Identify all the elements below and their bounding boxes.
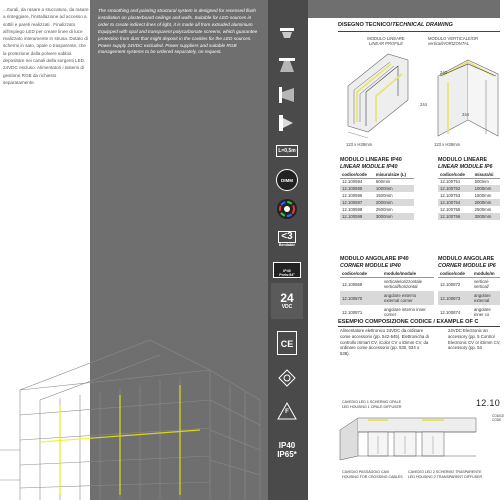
table-cell: 12.100874 [440,309,461,315]
table-cell: angolare external [472,291,500,305]
linear-module-title [340,157,402,170]
dimm-label: DIMM [281,177,293,183]
corner-module-title [340,256,409,269]
length-module-icon [271,138,303,164]
table-cell: verticale/orizzontale vertical/horizontal [384,279,422,290]
vertical-profile-caption [428,36,500,46]
table-cell: 12.100598 [342,207,363,212]
linear-module-ip65-table [438,171,500,220]
architectural-sketch-image [0,330,270,500]
section-label-top-en: LED HOUSING 1 OPALE DIFFUSER [342,405,402,409]
code-label-en: CODE [492,418,502,422]
italian-description: ...rturali, da rasare a stuccatura, da rasare a rinteggiare, l'installazione ad accesso a sottili e pareti realizzati . Finalizzato all'impiego LED per creare linee di luce realizzato interamente in strusa. Dotato di schermi in sato, opale o trasparente, che la protezione dalla polvere sabbia depositare nei canali della sorgenti LED. 24VDC escluso. Alimentatori i sistemi di gestione RGB da richiesto separatamente. [3,7,89,85]
bendable-icon [271,226,303,252]
recessed-ceiling-icon [271,22,303,48]
linear-module-ip65-title [438,157,493,170]
wall-light-icon [271,82,303,108]
bendable-value: <3 [278,231,295,243]
ce-label: CE [280,339,294,349]
linear2-title-en: LINEAR MODULE IP6 [438,163,493,170]
linear-profile-drawing [338,46,428,141]
safety-mark-icon [271,365,303,391]
f-mark-label: F [285,409,289,415]
table-cell: 12.100754 [438,199,473,206]
corner2-title-it: MODULO ANGOLARE [438,256,495,262]
dimension-243: 243 [440,70,447,75]
section-label-led2-it: CAVEDIO LED 2 SCHERMO TRASPARENTE [408,470,482,474]
ip40-label: IP40 [278,441,296,450]
vertical-dimension: 123 x H38mm [434,142,461,147]
vertical-profile-drawing [428,46,500,141]
column-header-code: codice/code [438,171,473,178]
bendable-label: Bendable [278,243,296,247]
linear-title-it: MODULO LINEARE IP40 [340,157,402,163]
column-header-module: modulo/module [382,270,434,277]
table-cell: 500mm [474,179,489,185]
corner-title-it: MODULO ANGOLARE IP40 [340,256,409,262]
section-label-cables-it: CAVEDIO PASSAGGIO CAVI [342,470,390,474]
corner-module-ip65-title [438,256,496,269]
table-cell: 12.100599 [340,213,374,220]
table-cell: 2000mm [374,199,414,206]
code-label-it: CODICE [492,414,504,418]
f-mark-icon [271,398,303,424]
corner-module-table [340,270,434,319]
vertical-caption-line1: MODULO VERTICALE/OR [428,36,479,41]
table-cell: 12.100594 [342,179,363,185]
ip65-label: IP65* [277,450,297,459]
linear-caption-line1: MODULO LINEARE [367,36,405,41]
table-cell: 2500mm [375,207,393,212]
voltage-unit: VDC [281,304,293,310]
table-cell: angolare inner co [474,307,491,317]
technical-title-it: DISEGNO TECNICO/ [338,22,393,28]
table-cell: 12.100871 [342,309,363,315]
technical-title-en: TECHNICAL DRAWING [392,22,453,28]
table-cell: 12.100596 [342,193,363,198]
table-cell: 12.100751 [440,179,461,185]
table-cell: 1500mm [474,193,492,198]
table-cell: 12.100755 [440,207,461,212]
table-cell: 12.100597 [340,199,374,206]
header-band [308,0,500,18]
table-cell: 12.100595 [340,185,374,192]
table-cell: 1000mm [473,185,500,192]
column-header-size: misura/si [473,171,500,178]
table-cell: 12.100756 [438,213,473,220]
feature-icon-strip [268,0,308,500]
table-cell: 3000mm [473,213,500,220]
protection-rating-icon [271,257,303,283]
section-label-top-it: CAVEDIO LED 1 SCHERMO OPALE [342,400,401,404]
table-cell: 12.100870 [340,291,382,305]
ip-badge-label: IP40 Preis:54° [279,269,295,277]
technical-drawing-title [338,22,453,28]
technical-panel [308,0,504,500]
table-cell: vertical- vertical/ [474,279,490,290]
linear-title-en: LINEAR MODULE IP40 [340,163,398,170]
vertical-caption-line2: vertical/HORIZONTAL [428,41,470,46]
table-cell: angolare esterno external corner [382,291,434,305]
column-header-code: codice/code [340,270,382,277]
linear-module-table [340,171,414,220]
section-profile-drawing [338,410,478,468]
corner-module-ip65-table [438,270,500,319]
corner-title-en: CORNER MODULE IP40 [340,262,401,269]
linear-caption-line2: LINEAR PROFILE [368,41,404,46]
ce-mark-icon [271,330,303,356]
table-cell: 12.100873 [438,291,472,305]
column-header-code: codice/code [340,171,374,178]
table-cell: 1500mm [375,193,393,198]
indirect-light-icon [271,110,303,136]
table-cell: 1000mm [374,185,414,192]
length-label: L=0,5m [276,145,297,157]
section-label-led2-en: LED HOUSING 2 TRANSPARENT DIFFUSER [408,475,483,479]
example-code: 12.10 [476,398,501,408]
24vdc-icon [271,283,303,319]
table-cell: 12.100872 [440,281,461,287]
corner2-title-en: CORNER MODULE IP6 [438,262,496,269]
table-cell: angolare interno inner corner [384,307,426,317]
composition-title: ESEMPIO COMPOSIZIONE CODICE / EXAMPLE OF C [338,319,479,325]
table-cell: 12.100869 [342,281,363,287]
rgb-color-icon [271,196,303,222]
dimension-244b: 244 [462,112,469,117]
linear-profile-caption [356,36,416,46]
table-cell: 2000mm [473,199,500,206]
english-description: The smoothing and painting structural system is designed for recessed flush installation on plasterboard ceilings and walls. Suitable for LED sources in order to create indirect lines of light, it is made all from extruded aluminium. Equipped with opal and transparent polycarbonate screens, which guarantee protection from dust that might deposit in the cavities for the LED sources. Power supply 24VDC excluded. Power suppliers and suitable RGB management systems to be ordered separately, on request. [98,8,258,55]
table-cell: 12.100753 [440,193,461,198]
table-cell: 2500mm [474,207,492,212]
dimension-244: 244 [420,102,427,107]
ip-rating-icon [271,432,303,468]
dimmable-icon [271,167,303,193]
composition-note-it: Alimentatore elettronico 24VDC da ordinare come accessorio (pp. 542-545). Elettronicha di controllo iSmart CV, iColor CV o iDimm CV, da ordinare come accessorio (pp. 530, 534 o 538). [340,328,429,357]
voltage-value: 24 [280,291,294,305]
downlight-icon [271,52,303,78]
linear-dimension: 123 x H38mm [346,142,373,147]
column-header-module: modulo/m [472,270,500,277]
column-header-code: codice/code [438,270,472,277]
linear2-title-it: MODULO LINEARE [438,157,488,163]
section-label-cables-en: HOUSING FOR CROSSING CABLES [342,475,403,479]
table-cell: 500mm [375,179,391,185]
composition-rule [338,326,500,327]
table-cell: 3000mm [374,213,414,220]
title-rule [338,31,500,32]
column-header-size: misura/size (L) [374,171,414,178]
composition-note-en: 24VDC Electronic an accessory (pp. 5 Control Electronic CV or iDimm CV, accessory (pp. 53 [448,328,501,351]
table-cell: 12.100752 [438,185,473,192]
